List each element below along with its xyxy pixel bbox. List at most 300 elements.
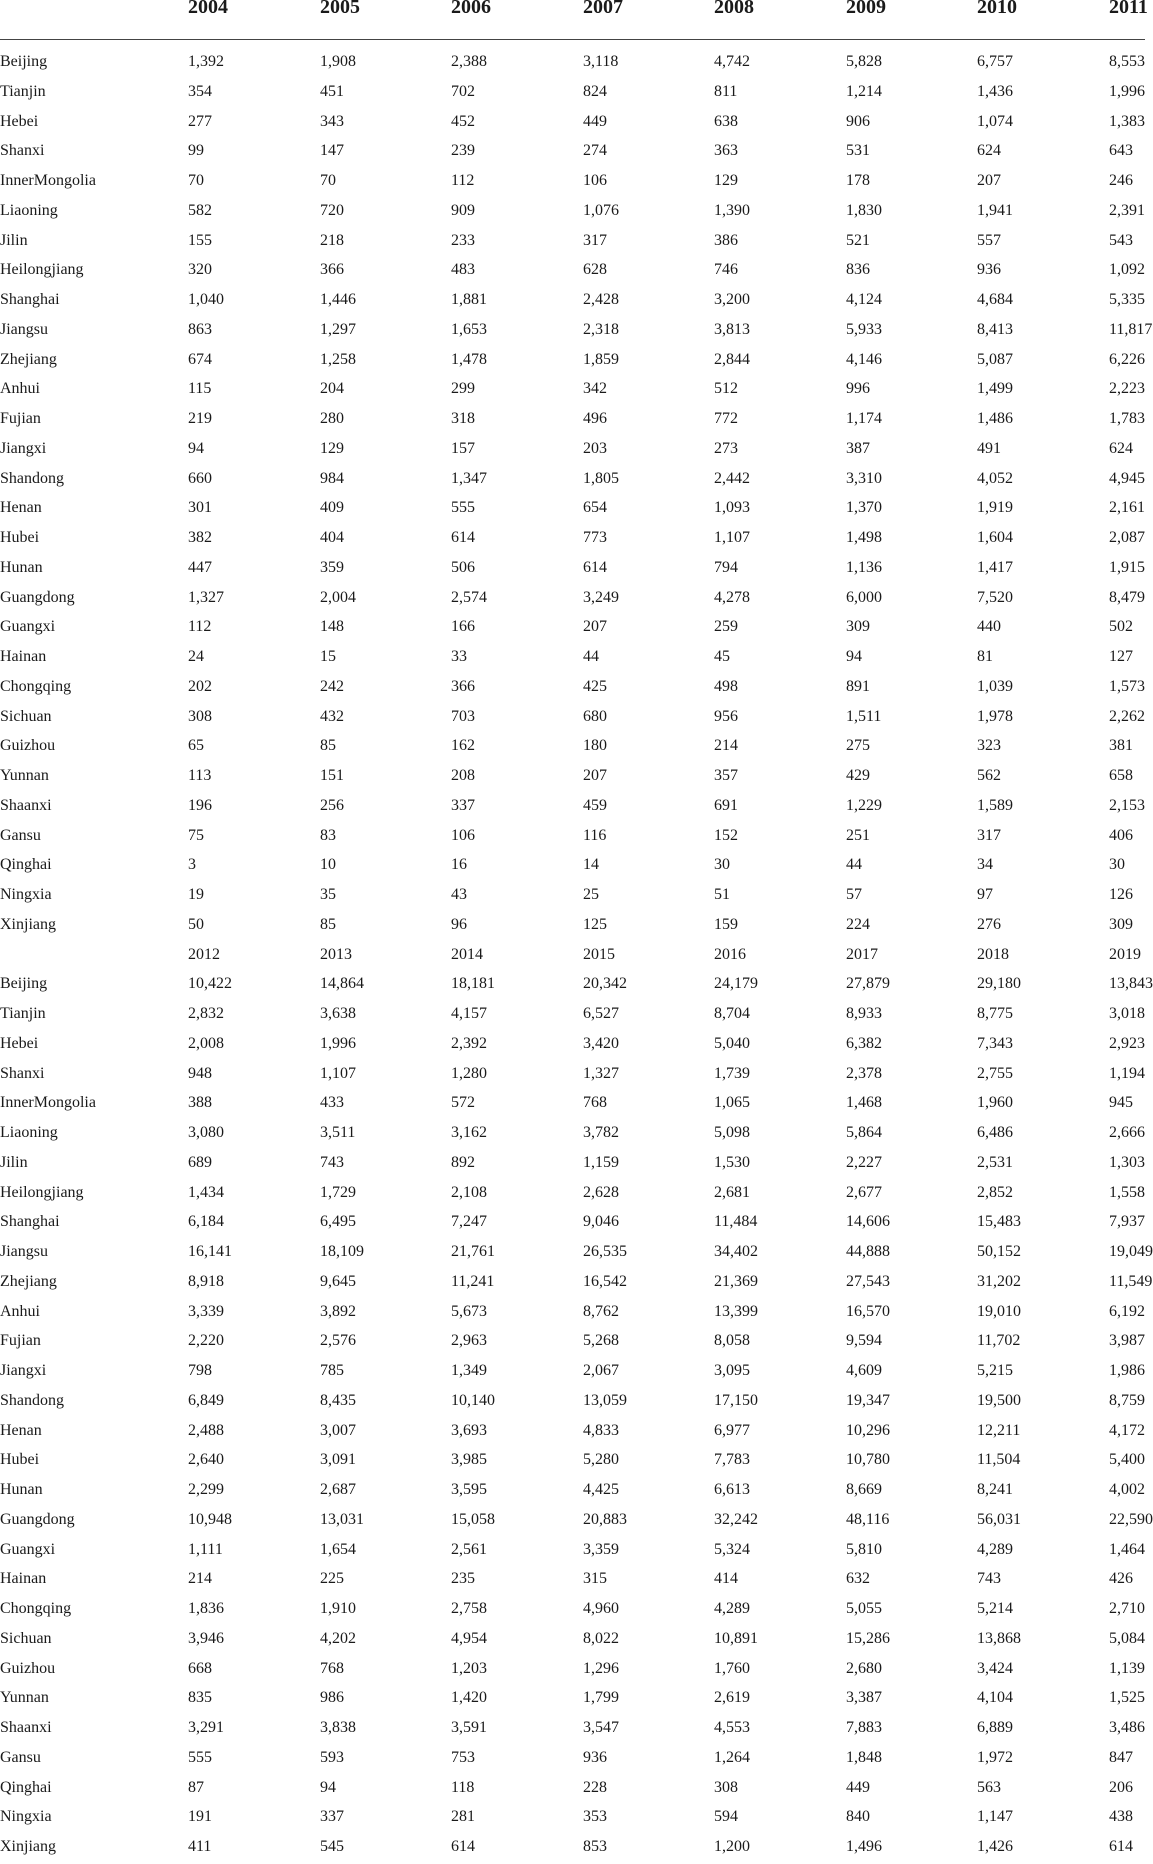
table-row	[0, 850, 1145, 880]
table-cell: 2,299	[188, 1481, 224, 1498]
table-cell: 2,108	[451, 1183, 487, 1201]
table-cell: 218	[320, 231, 344, 249]
table-cell: 202	[188, 677, 212, 695]
table-cell: 425	[583, 677, 607, 695]
table-cell: 3	[188, 856, 196, 874]
table-cell: 4,052	[977, 469, 1013, 487]
table-cell: 1,136	[846, 558, 882, 576]
table-cell: 32,242	[714, 1510, 758, 1528]
table-cell: 96	[451, 915, 467, 933]
table-cell: 2,963	[451, 1332, 487, 1350]
table-cell: 9,046	[583, 1213, 619, 1231]
table-cell: 1,436	[977, 82, 1013, 100]
table-cell: 5,828	[846, 53, 882, 70]
table-cell: 531	[846, 142, 870, 160]
region-name: Tianjin	[0, 1005, 46, 1022]
table-cell: 44	[846, 856, 862, 874]
table-cell: 624	[1109, 439, 1133, 457]
table-cell: 1,390	[714, 201, 750, 219]
table-cell: 1,760	[714, 1659, 750, 1677]
table-cell: 414	[714, 1570, 738, 1588]
table-cell: 13,868	[977, 1629, 1021, 1647]
region-name: Qinghai	[0, 856, 52, 874]
table-cell: 1,111	[188, 1540, 223, 1558]
table-cell: 116	[583, 826, 607, 844]
table-cell: 159	[714, 915, 738, 933]
table-cell: 99	[188, 142, 204, 160]
table-cell: 16,141	[188, 1243, 232, 1260]
table-cell: 3,339	[188, 1302, 224, 1320]
region-name: Yunnan	[0, 1689, 49, 1707]
table-cell: 35	[320, 886, 336, 903]
table-cell: 2,161	[1109, 499, 1145, 517]
table-cell: 1,530	[714, 1153, 750, 1171]
table-cell: 4,289	[977, 1540, 1013, 1558]
column-header-year: 2004	[188, 0, 228, 18]
table-cell: 56,031	[977, 1510, 1021, 1528]
table-cell: 6,382	[846, 1034, 882, 1052]
table-cell: 13,843	[1109, 975, 1153, 993]
subheader-year: 2017	[846, 945, 878, 963]
table-cell: 207	[583, 767, 607, 784]
table-cell: 19,500	[977, 1391, 1021, 1409]
table-cell: 70	[188, 172, 204, 189]
table-cell: 51	[714, 886, 730, 903]
table-cell: 555	[451, 499, 475, 517]
region-name: Fujian	[0, 1332, 41, 1350]
table-cell: 1,327	[188, 588, 224, 606]
table-cell: 3,018	[1109, 1005, 1145, 1022]
table-cell: 147	[320, 142, 344, 160]
table-cell: 2,262	[1109, 707, 1145, 725]
table-cell: 381	[1109, 737, 1133, 755]
table-cell: 572	[451, 1094, 475, 1112]
table-cell: 1,426	[977, 1838, 1013, 1855]
table-cell: 125	[583, 915, 607, 933]
table-cell: 281	[451, 1808, 475, 1826]
table-cell: 27,543	[846, 1272, 890, 1290]
region-name: Zhejiang	[0, 350, 57, 368]
table-cell: 3,118	[583, 53, 619, 70]
table-cell: 3,892	[320, 1302, 356, 1320]
table-cell: 233	[451, 231, 475, 249]
table-cell: 10,296	[846, 1421, 890, 1439]
table-cell: 1,468	[846, 1094, 882, 1112]
table-cell: 909	[451, 201, 475, 219]
table-cell: 1,093	[714, 499, 750, 517]
table-cell: 83	[320, 826, 336, 844]
table-row	[0, 1118, 1145, 1148]
table-cell: 1,881	[451, 291, 487, 308]
region-name: Guangxi	[0, 618, 56, 636]
table-cell: 4,742	[714, 53, 750, 70]
table-row	[0, 1297, 1145, 1327]
table-row	[0, 1683, 1145, 1713]
table-cell: 1,978	[977, 707, 1013, 725]
table-cell: 118	[451, 1778, 475, 1796]
table-cell: 743	[320, 1153, 344, 1171]
table-row	[0, 969, 1153, 999]
table-cell: 4,202	[320, 1629, 356, 1647]
region-name: Henan	[0, 1421, 42, 1439]
subheader-row	[0, 940, 1145, 970]
header-rule	[0, 39, 1145, 40]
table-cell: 1,107	[320, 1064, 356, 1082]
table-cell: 43	[451, 886, 467, 903]
table-cell: 10	[320, 856, 336, 874]
table-cell: 4,278	[714, 588, 750, 606]
table-cell: 16,542	[583, 1272, 627, 1290]
table-cell: 594	[714, 1808, 738, 1826]
table-cell: 824	[583, 82, 607, 100]
table-cell: 178	[846, 172, 870, 189]
table-row	[0, 196, 1145, 226]
table-cell: 1,729	[320, 1183, 356, 1201]
table-cell: 1,434	[188, 1183, 224, 1201]
region-name: Ningxia	[0, 886, 52, 903]
table-cell: 44,888	[846, 1243, 890, 1260]
table-cell: 8,762	[583, 1302, 619, 1320]
table-cell: 936	[583, 1748, 607, 1766]
table-cell: 2,153	[1109, 796, 1145, 814]
table-cell: 674	[188, 350, 212, 368]
region-name: Gansu	[0, 1748, 41, 1766]
table-cell: 4,146	[846, 350, 882, 368]
table-cell: 702	[451, 82, 475, 100]
region-name: Liaoning	[0, 1124, 58, 1141]
table-cell: 948	[188, 1064, 212, 1082]
table-cell: 1,107	[714, 529, 750, 546]
table-cell: 1,092	[1109, 261, 1145, 279]
table-cell: 2,576	[320, 1332, 356, 1350]
table-cell: 432	[320, 707, 344, 725]
table-cell: 5,400	[1109, 1451, 1145, 1469]
table-row	[0, 1267, 1153, 1297]
table-cell: 256	[320, 796, 344, 814]
table-cell: 1,200	[714, 1838, 750, 1855]
table-cell: 10,780	[846, 1451, 890, 1469]
region-name: Liaoning	[0, 201, 58, 219]
table-cell: 50,152	[977, 1243, 1021, 1260]
region-name: Beijing	[0, 975, 48, 993]
table-cell: 25	[583, 886, 599, 903]
table-cell: 214	[714, 737, 738, 755]
table-cell: 388	[188, 1094, 212, 1112]
table-cell: 1,996	[1109, 82, 1145, 100]
table-cell: 317	[583, 231, 607, 249]
table-row	[0, 1237, 1153, 1267]
table-row	[0, 612, 1145, 642]
table-cell: 30	[714, 856, 730, 874]
table-row	[0, 1654, 1145, 1684]
table-cell: 204	[320, 380, 344, 398]
table-cell: 34,402	[714, 1243, 758, 1260]
table-cell: 483	[451, 261, 475, 279]
table-cell: 113	[188, 767, 212, 784]
table-cell: 7,937	[1109, 1213, 1145, 1231]
table-cell: 1,446	[320, 291, 356, 308]
table-cell: 4,609	[846, 1362, 882, 1379]
table-cell: 3,946	[188, 1629, 224, 1647]
table-cell: 5,335	[1109, 291, 1145, 308]
table-cell: 502	[1109, 618, 1133, 636]
table-cell: 320	[188, 261, 212, 279]
table-cell: 1,349	[451, 1362, 487, 1379]
table-row	[0, 1773, 1145, 1803]
table-cell: 235	[451, 1570, 475, 1588]
table-row	[0, 464, 1145, 494]
table-row	[0, 136, 1145, 166]
table-cell: 1,799	[583, 1689, 619, 1707]
table-cell: 768	[583, 1094, 607, 1112]
region-name: Gansu	[0, 826, 41, 844]
table-cell: 3,987	[1109, 1332, 1145, 1350]
subheader-year: 2016	[714, 945, 746, 963]
table-cell: 562	[977, 767, 1001, 784]
table-row	[0, 702, 1145, 732]
table-row	[0, 791, 1145, 821]
table-cell: 8,241	[977, 1481, 1013, 1498]
table-cell: 1,296	[583, 1659, 619, 1677]
table-cell: 162	[451, 737, 475, 755]
table-cell: 196	[188, 796, 212, 814]
table-row	[0, 374, 1145, 404]
table-cell: 1,919	[977, 499, 1013, 517]
table-cell: 2,666	[1109, 1124, 1145, 1141]
table-cell: 275	[846, 737, 870, 755]
table-cell: 8,413	[977, 320, 1013, 338]
table-cell: 3,091	[320, 1451, 356, 1469]
column-header-year: 2007	[583, 0, 623, 18]
table-cell: 152	[714, 826, 738, 844]
table-cell: 4,425	[583, 1481, 619, 1498]
table-cell: 10,422	[188, 975, 232, 993]
table-row	[0, 1059, 1145, 1089]
table-row	[0, 1564, 1145, 1594]
table-cell: 2,574	[451, 588, 487, 606]
table-row	[0, 672, 1145, 702]
table-cell: 2,531	[977, 1153, 1013, 1171]
table-cell: 835	[188, 1689, 212, 1707]
table-cell: 614	[451, 529, 475, 546]
table-cell: 1,941	[977, 201, 1013, 219]
table-cell: 794	[714, 558, 738, 576]
table-cell: 3,591	[451, 1719, 487, 1736]
table-row	[0, 910, 1145, 940]
table-cell: 5,214	[977, 1600, 1013, 1617]
region-name: Qinghai	[0, 1778, 52, 1796]
table-cell: 65	[188, 737, 204, 755]
table-cell: 19,010	[977, 1302, 1021, 1320]
table-cell: 680	[583, 707, 607, 725]
table-cell: 1,383	[1109, 112, 1145, 130]
table-cell: 363	[714, 142, 738, 160]
table-cell: 166	[451, 618, 475, 636]
table-cell: 3,838	[320, 1719, 356, 1736]
table-cell: 1,392	[188, 53, 224, 70]
table-cell: 753	[451, 1748, 475, 1766]
region-name: Hunan	[0, 558, 43, 576]
table-cell: 8,435	[320, 1391, 356, 1409]
region-name: Jiangsu	[0, 320, 48, 338]
table-cell: 1,214	[846, 82, 882, 100]
table-row	[0, 1416, 1145, 1446]
table-cell: 1,739	[714, 1064, 750, 1082]
table-cell: 12,211	[977, 1421, 1021, 1439]
table-cell: 225	[320, 1570, 344, 1588]
table-cell: 10,948	[188, 1510, 232, 1528]
table-cell: 1,525	[1109, 1689, 1145, 1707]
table-cell: 1,486	[977, 410, 1013, 427]
table-cell: 2,561	[451, 1540, 487, 1558]
table-cell: 126	[1109, 886, 1133, 903]
table-cell: 299	[451, 380, 475, 398]
table-cell: 628	[583, 261, 607, 279]
table-cell: 5,084	[1109, 1629, 1145, 1647]
region-name: Jilin	[0, 1153, 28, 1171]
table-cell: 2,844	[714, 350, 750, 368]
table-cell: 129	[320, 439, 344, 457]
table-row	[0, 1148, 1145, 1178]
table-cell: 2,758	[451, 1600, 487, 1617]
table-cell: 3,511	[320, 1124, 356, 1141]
column-header-year: 2008	[714, 0, 754, 18]
table-cell: 301	[188, 499, 212, 517]
table-row	[0, 166, 1145, 196]
table-cell: 689	[188, 1153, 212, 1171]
table-row	[0, 434, 1145, 464]
table-cell: 57	[846, 886, 862, 903]
table-cell: 521	[846, 231, 870, 249]
table-row	[0, 255, 1145, 285]
table-cell: 157	[451, 439, 475, 457]
table-row	[0, 345, 1145, 375]
table-cell: 382	[188, 529, 212, 546]
table-cell: 127	[1109, 648, 1133, 665]
table-cell: 2,923	[1109, 1034, 1145, 1052]
table-cell: 10,891	[714, 1629, 758, 1647]
table-cell: 658	[1109, 767, 1133, 784]
table-cell: 337	[451, 796, 475, 814]
table-cell: 3,985	[451, 1451, 487, 1469]
table-cell: 1,972	[977, 1748, 1013, 1766]
region-name: Guangxi	[0, 1540, 56, 1558]
table-cell: 1,039	[977, 677, 1013, 695]
table-cell: 5,324	[714, 1540, 750, 1558]
table-row	[0, 404, 1145, 434]
table-cell: 2,391	[1109, 201, 1145, 219]
table-cell: 75	[188, 826, 204, 844]
table-cell: 6,849	[188, 1391, 224, 1409]
table-cell: 768	[320, 1659, 344, 1677]
table-cell: 6,226	[1109, 350, 1145, 368]
region-name: Shaanxi	[0, 796, 52, 814]
table-cell: 1,848	[846, 1748, 882, 1766]
table-cell: 1,303	[1109, 1153, 1145, 1171]
table-cell: 242	[320, 677, 344, 695]
table-cell: 20,883	[583, 1510, 627, 1528]
table-cell: 2,628	[583, 1183, 619, 1201]
table-cell: 4,945	[1109, 469, 1145, 487]
column-header-year: 2006	[451, 0, 491, 18]
table-cell: 772	[714, 410, 738, 427]
table-cell: 956	[714, 707, 738, 725]
table-cell: 2,378	[846, 1064, 882, 1082]
table-cell: 4,289	[714, 1600, 750, 1617]
table-cell: 449	[846, 1778, 870, 1796]
region-name: Chongqing	[0, 677, 72, 695]
table-cell: 582	[188, 201, 212, 219]
table-row	[0, 1624, 1145, 1654]
table-cell: 280	[320, 410, 344, 427]
table-cell: 2,087	[1109, 529, 1145, 546]
table-cell: 15,286	[846, 1629, 890, 1647]
table-cell: 984	[320, 469, 344, 487]
table-row	[0, 1832, 1145, 1862]
region-name: InnerMongolia	[0, 1094, 96, 1112]
table-cell: 8,553	[1109, 53, 1145, 70]
table-cell: 27,879	[846, 975, 890, 993]
table-cell: 746	[714, 261, 738, 279]
table-header	[0, 0, 1148, 30]
table-cell: 5,933	[846, 320, 882, 338]
table-cell: 323	[977, 737, 1001, 755]
table-cell: 155	[188, 231, 212, 249]
table-cell: 557	[977, 231, 1001, 249]
table-row	[0, 880, 1145, 910]
table-cell: 5,098	[714, 1124, 750, 1141]
table-cell: 259	[714, 618, 738, 636]
table-cell: 3,291	[188, 1719, 224, 1736]
table-cell: 404	[320, 529, 344, 546]
region-name: Ningxia	[0, 1808, 52, 1826]
table-cell: 8,022	[583, 1629, 619, 1647]
table-cell: 85	[320, 915, 336, 933]
region-name: Anhui	[0, 1302, 40, 1320]
table-cell: 1,836	[188, 1600, 224, 1617]
table-cell: 21,761	[451, 1243, 495, 1260]
table-cell: 2,832	[188, 1005, 224, 1022]
region-name: Xinjiang	[0, 1838, 56, 1855]
table-cell: 246	[1109, 172, 1133, 189]
table-cell: 97	[977, 886, 993, 903]
column-header-year: 2005	[320, 0, 360, 18]
table-cell: 6,977	[714, 1421, 750, 1439]
table-cell: 438	[1109, 1808, 1133, 1826]
table-cell: 447	[188, 558, 212, 576]
table-cell: 3,813	[714, 320, 750, 338]
table-cell: 106	[451, 826, 475, 844]
table-cell: 8,479	[1109, 588, 1145, 606]
table-cell: 1,653	[451, 320, 487, 338]
table-cell: 1,258	[320, 350, 356, 368]
table-cell: 112	[188, 618, 212, 636]
region-name: Guangdong	[0, 1510, 75, 1528]
table-cell: 15,058	[451, 1510, 495, 1528]
region-name: Hebei	[0, 1034, 39, 1052]
table-cell: 87	[188, 1778, 204, 1796]
table-cell: 19	[188, 886, 204, 903]
table-row	[0, 999, 1145, 1029]
region-name: Shanxi	[0, 142, 45, 160]
table-cell: 426	[1109, 1570, 1133, 1588]
table-cell: 18,109	[320, 1243, 364, 1260]
region-name: Shandong	[0, 1391, 64, 1409]
table-cell: 94	[188, 439, 204, 457]
table-cell: 406	[1109, 826, 1133, 844]
table-cell: 4,954	[451, 1629, 487, 1647]
region-name: Hebei	[0, 112, 39, 130]
